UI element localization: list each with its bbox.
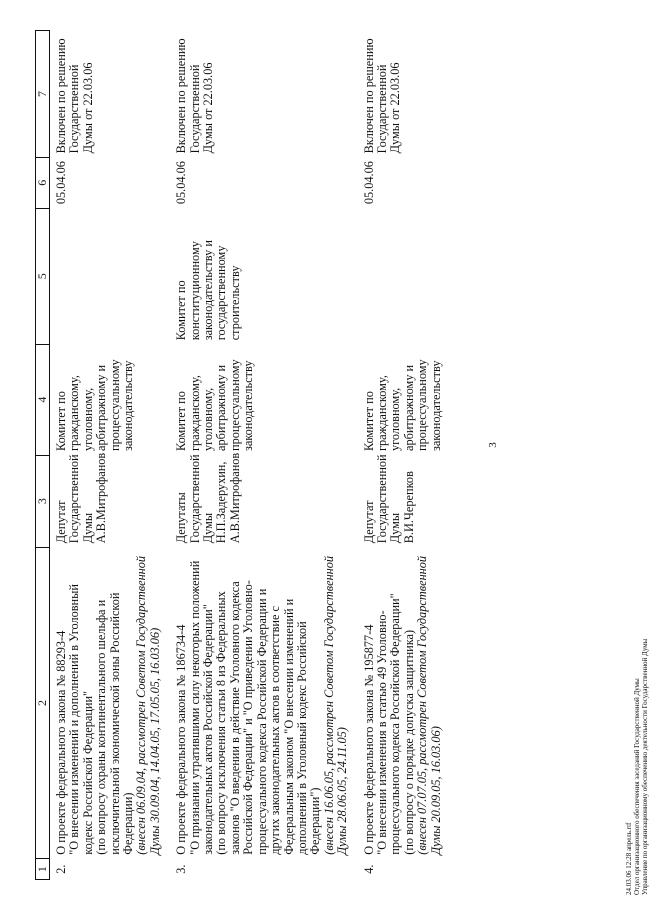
bill-history: (внесен 07.07.05, рассмотрен Советом Государственной Думы 20.09.05, 16.03.06) bbox=[415, 555, 443, 855]
row-number: 3. bbox=[174, 864, 189, 874]
co-committee bbox=[50, 208, 171, 344]
page-number: 3 bbox=[487, 442, 499, 448]
bill-note: (по вопросу охраны континентального шельфа и исключительной экономической зоны Российской Федерации) bbox=[94, 592, 136, 855]
footer-filename: 24.03.06 12:28 апрель.rtf bbox=[625, 822, 633, 895]
column-header: 3 bbox=[36, 455, 50, 547]
bill-description bbox=[358, 547, 451, 858]
bill-note: (по вопросу исключения статьи 8 из Федеральных законов "О введении в действие Уголовного кодекса Российской Федерации" и "О приведении Уголовно-процессуального кодекса Российской Федерации и других законодательных актов в соответствие с Федеральным законом "О внесении изменений и дополнений в Уголовный кодекс Российской Федерации") bbox=[214, 580, 323, 855]
bill-note: (по вопросу о порядке допуска защитника) bbox=[401, 629, 416, 855]
inclusion-status: Включен по решению Государственной Думы от 22.03.06 bbox=[361, 38, 403, 154]
bill-author: Депутаты Государственной Думы Н.П.Задерухин, А.В.Митрофанов bbox=[174, 452, 242, 544]
column-header-row bbox=[36, 31, 50, 880]
column-header: 4 bbox=[36, 344, 50, 455]
table-row bbox=[358, 31, 451, 880]
consideration-date: 05.04.06 bbox=[174, 161, 189, 205]
table-row bbox=[50, 31, 171, 880]
footer-department: Отдел организационного обеспечения заседаний Государственной Думы bbox=[633, 678, 641, 895]
row-number: 4. bbox=[361, 864, 376, 874]
responsible-committee: Комитет по гражданскому, уголовному, арбитражному и процессуальному законодательству bbox=[54, 359, 136, 452]
column-header: 5 bbox=[36, 208, 50, 344]
responsible-committee: Комитет по гражданскому, уголовному, арбитражному и процессуальному законодательству bbox=[361, 359, 443, 452]
co-committee bbox=[358, 208, 451, 344]
bill-name: "О внесении изменения в статью 49 Уголовно-процессуального кодекса Российской Федерации" bbox=[374, 593, 403, 855]
inclusion-status: Включен по решению Государственной Думы от 22.03.06 bbox=[174, 38, 216, 154]
bill-author: Депутат Государственной Думы В.И.Черепков bbox=[361, 454, 416, 544]
footer-directorate: Управление по организационному обеспечению деятельности Государственной Думы bbox=[641, 638, 649, 895]
column-header: 6 bbox=[36, 157, 50, 208]
bill-name: "О признании утратившими силу некоторых положений законодательных актов Российской Федерации" bbox=[187, 560, 216, 855]
bill-description bbox=[50, 547, 171, 858]
table-row bbox=[170, 31, 357, 880]
co-committee: Комитет по конституционному законодательству и государственному строительству bbox=[174, 240, 242, 341]
bill-title: О проекте федерального закона № 88293-4 bbox=[54, 630, 68, 855]
consideration-date: 05.04.06 bbox=[54, 161, 68, 205]
consideration-date: 05.04.06 bbox=[361, 161, 376, 205]
column-header: 7 bbox=[36, 31, 50, 158]
bill-title: О проекте федерального закона № 195877-4 bbox=[361, 624, 376, 855]
column-header: 1 bbox=[36, 859, 50, 880]
document-footer bbox=[625, 0, 649, 895]
inclusion-status: Включен по решению Государственной Думы от 22.03.06 bbox=[54, 38, 95, 154]
document-sheet bbox=[35, 10, 535, 880]
bill-description bbox=[170, 547, 357, 858]
bill-author: Депутат Государственной Думы А.В.Митрофанов bbox=[54, 452, 109, 544]
agenda-table bbox=[35, 30, 451, 880]
bill-title: О проекте федерального закона № 186734-4 bbox=[174, 624, 189, 855]
column-header: 2 bbox=[36, 547, 50, 858]
row-number: 2. bbox=[54, 864, 68, 874]
responsible-committee: Комитет по гражданскому, уголовному, арбитражному и процессуальному законодательству bbox=[174, 359, 256, 452]
bill-history: (внесен 16.06.05, рассмотрен Советом Государственной Думы 28.06.05, 24.11.05) bbox=[321, 555, 350, 855]
bill-name: "О внесении изменений и дополнений в Уголовный кодекс Российской Федерации" bbox=[67, 584, 95, 855]
bill-history: (внесен 06.09.04, рассмотрен Советом Государственной Думы 30.09.04, 14.04.05, 17.05.05, 16.03.06) bbox=[134, 555, 162, 855]
